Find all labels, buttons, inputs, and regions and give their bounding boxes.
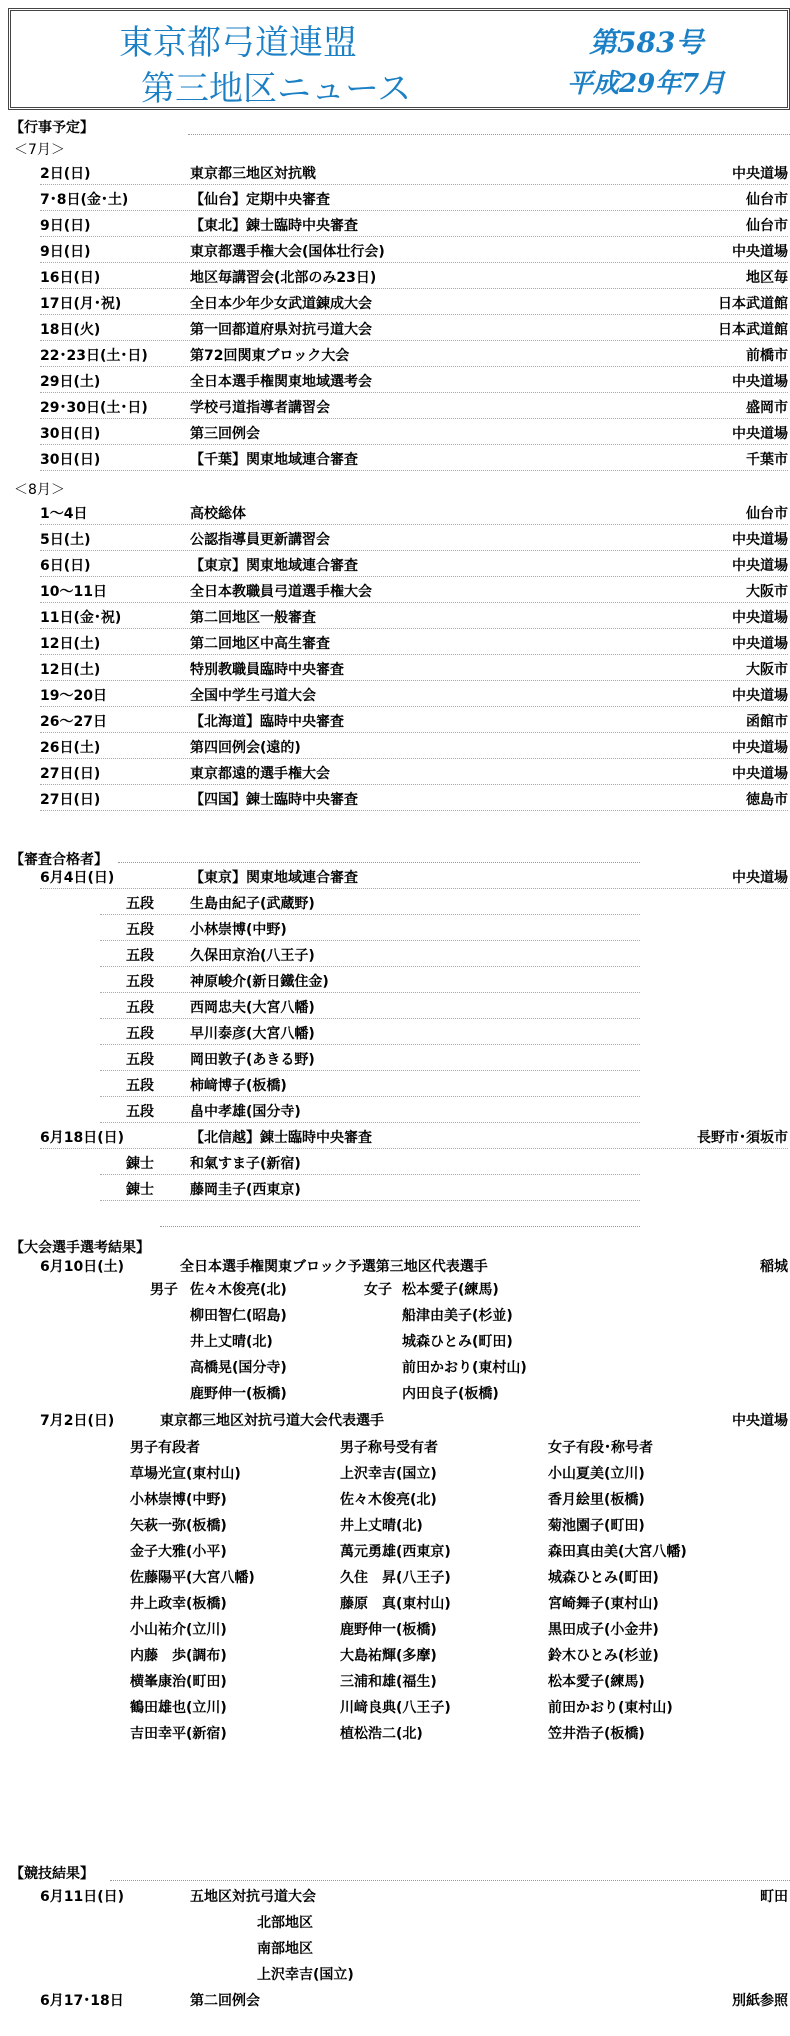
block-date: 6月10日(土) — [40, 1259, 125, 1275]
member-male-dan: 横峯康治(町田) — [130, 1674, 227, 1690]
member-male-dan: 内藤 歩(調布) — [130, 1648, 227, 1664]
event-date: 2日(日) — [40, 166, 91, 182]
event-date: 29･30日(土･日) — [40, 400, 148, 416]
event-place: 中央道場 — [732, 740, 788, 756]
result-value: 上沢幸吉(国立) — [257, 1967, 354, 1983]
event-place: 大阪市 — [746, 662, 788, 678]
exam-group-row — [40, 863, 788, 889]
event-name: 全日本教職員弓道選手権大会 — [190, 584, 372, 600]
passer-name: 藤岡圭子(西東京) — [190, 1182, 301, 1198]
event-name: 学校弓道指導者講習会 — [190, 400, 330, 416]
result-value: 南部地区 — [257, 1941, 313, 1957]
event-place: 日本武道館 — [718, 296, 788, 312]
event-name: 第四回例会(遠的) — [190, 740, 301, 756]
competition-event: 第二回例会 — [190, 1993, 260, 2009]
team-place: 中央道場 — [732, 1413, 788, 1429]
member-male-title: 鹿野伸一(板橋) — [340, 1622, 437, 1638]
passer-name: 神原峻介(新日鐵住金) — [190, 974, 329, 990]
member-female: 香月絵里(板橋) — [548, 1492, 645, 1508]
event-place: 地区毎 — [746, 270, 788, 286]
event-place: 中央道場 — [732, 374, 788, 390]
passer-rank: 五段 — [126, 1078, 154, 1094]
schedule-row — [40, 315, 788, 341]
schedule-row — [40, 629, 788, 655]
passer-name: 畠中孝雄(国分寺) — [190, 1104, 301, 1120]
column-header: 女子有段･称号者 — [548, 1440, 653, 1456]
men-player: 井上丈晴(北) — [190, 1334, 273, 1350]
event-place: 盛岡市 — [746, 400, 788, 416]
event-date: 18日(火) — [40, 322, 101, 338]
schedule-row — [40, 785, 788, 811]
competition-place: 町田 — [760, 1889, 788, 1905]
event-place: 函館市 — [746, 714, 788, 730]
schedule-row — [40, 289, 788, 315]
event-place: 中央道場 — [732, 426, 788, 442]
competition-date: 6月17･18日 — [40, 1993, 124, 2009]
event-place: 中央道場 — [732, 166, 788, 182]
event-name: 公認指導員更新講習会 — [190, 532, 330, 548]
member-male-title: 大島祐輝(多摩) — [340, 1648, 437, 1664]
event-place: 中央道場 — [732, 610, 788, 626]
event-place: 中央道場 — [732, 558, 788, 574]
event-name: 【四国】錬士臨時中央審査 — [190, 792, 358, 808]
schedule-row — [40, 393, 788, 419]
event-date: 30日(日) — [40, 426, 101, 442]
competition-date: 6月11日(日) — [40, 1889, 125, 1905]
schedule-row — [40, 341, 788, 367]
competition-event: 五地区対抗弓道大会 — [190, 1889, 316, 1905]
header-issue-number: 第583号 — [589, 26, 704, 59]
event-date: 19～20日 — [40, 688, 107, 704]
schedule-row — [40, 211, 788, 237]
event-place: 仙台市 — [746, 192, 788, 208]
passer-rank: 五段 — [126, 1000, 154, 1016]
exam-date: 6月4日(日) — [40, 870, 115, 886]
passer-rank: 五段 — [126, 922, 154, 938]
event-name: 第二回地区一般審査 — [190, 610, 316, 626]
newsletter-header — [8, 8, 790, 110]
member-male-dan: 小林崇博(中野) — [130, 1492, 227, 1508]
header-title-line2: 第三地区ニュース — [141, 69, 412, 109]
passer-name: 柿﨑博子(板橋) — [190, 1078, 287, 1094]
event-date: 17日(月･祝) — [40, 296, 122, 312]
event-name: 特別教職員臨時中央審査 — [190, 662, 344, 678]
member-male-title: 上沢幸吉(国立) — [340, 1466, 437, 1482]
schedule-section-title: 【行事予定】 — [10, 120, 94, 136]
event-date: 26～27日 — [40, 714, 107, 730]
event-name: 第一回都道府県対抗弓道大会 — [190, 322, 372, 338]
exam-group-row — [40, 1123, 788, 1149]
event-name: 全国中学生弓道大会 — [190, 688, 316, 704]
schedule-row — [40, 603, 788, 629]
event-date: 5日(土) — [40, 532, 91, 548]
member-female: 森田真由美(大宮八幡) — [548, 1544, 687, 1560]
passer-row — [100, 941, 640, 967]
event-place: 仙台市 — [746, 506, 788, 522]
event-name: 全日本少年少女武道錬成大会 — [190, 296, 372, 312]
event-name: 全日本選手権関東地域選考会 — [190, 374, 372, 390]
passer-row — [100, 993, 640, 1019]
event-date: 11日(金･祝) — [40, 610, 122, 626]
exam-section-title: 【審査合格者】 — [10, 852, 108, 868]
competition-section-title: 【競技結果】 — [10, 1866, 94, 1882]
passer-name: 生島由紀子(武蔵野) — [190, 896, 315, 912]
passer-row — [100, 1149, 640, 1175]
schedule-row — [40, 263, 788, 289]
member-female: 城森ひとみ(町田) — [548, 1570, 659, 1586]
member-male-dan: 井上政幸(板橋) — [130, 1596, 227, 1612]
member-female: 鈴木ひとみ(杉並) — [548, 1648, 659, 1664]
event-name: 第二回地区中高生審査 — [190, 636, 330, 652]
event-date: 10～11日 — [40, 584, 107, 600]
event-place: 中央道場 — [732, 688, 788, 704]
men-player: 鹿野伸一(板橋) — [190, 1386, 287, 1402]
passer-rank: 五段 — [126, 948, 154, 964]
team-date: 7月2日(日) — [40, 1413, 115, 1429]
member-female: 松本愛子(練馬) — [548, 1674, 645, 1690]
member-female: 笠井浩子(板橋) — [548, 1726, 645, 1742]
member-male-dan: 佐藤陽平(大宮八幡) — [130, 1570, 255, 1586]
member-male-title: 佐々木俊亮(北) — [340, 1492, 437, 1508]
exam-place: 中央道場 — [732, 870, 788, 886]
event-name: 【仙台】定期中央審査 — [190, 192, 330, 208]
schedule-row — [40, 159, 788, 185]
passer-name: 和氣すま子(新宿) — [190, 1156, 301, 1172]
column-header: 男子有段者 — [130, 1440, 200, 1456]
member-male-title: 萬元勇雄(西東京) — [340, 1544, 451, 1560]
column-header: 男子称号受有者 — [340, 1440, 438, 1456]
member-male-title: 井上丈晴(北) — [340, 1518, 423, 1534]
exam-event: 【東京】関東地域連合審査 — [190, 870, 358, 886]
competition-row — [40, 1986, 788, 2012]
schedule-row — [40, 237, 788, 263]
schedule-row — [40, 367, 788, 393]
event-date: 22･23日(土･日) — [40, 348, 148, 364]
schedule-row — [40, 655, 788, 681]
team-header-row — [40, 1406, 788, 1432]
schedule-row — [40, 445, 788, 471]
event-place: 千葉市 — [746, 452, 788, 468]
passer-row — [100, 889, 640, 915]
event-name: 【北海道】臨時中央審査 — [190, 714, 344, 730]
member-male-dan: 金子大雅(小平) — [130, 1544, 227, 1560]
header-issue-date: 平成29年7月 — [567, 69, 726, 99]
passer-rank: 五段 — [126, 896, 154, 912]
event-place: 中央道場 — [732, 636, 788, 652]
event-place: 大阪市 — [746, 584, 788, 600]
event-name: 地区毎講習会(北部のみ23日) — [190, 270, 377, 286]
schedule-row — [40, 733, 788, 759]
schedule-row — [40, 525, 788, 551]
event-name: 第三回例会 — [190, 426, 260, 442]
event-date: 30日(日) — [40, 452, 101, 468]
event-date: 12日(土) — [40, 662, 101, 678]
member-male-title: 三浦和雄(福生) — [340, 1674, 437, 1690]
schedule-row — [40, 759, 788, 785]
passer-row — [100, 967, 640, 993]
member-male-dan: 吉田幸平(新宿) — [130, 1726, 227, 1742]
women-player: 松本愛子(練馬) — [402, 1282, 499, 1298]
result-value: 北部地区 — [257, 1915, 313, 1931]
july-label: ＜7月＞ — [14, 142, 65, 158]
passer-rank: 五段 — [126, 974, 154, 990]
schedule-row — [40, 499, 788, 525]
event-place: 中央道場 — [732, 532, 788, 548]
event-name: 東京都三地区対抗戦 — [190, 166, 316, 182]
member-male-title: 藤原 真(東村山) — [340, 1596, 451, 1612]
event-date: 16日(日) — [40, 270, 101, 286]
women-label: 女子 — [364, 1282, 392, 1298]
passer-row — [100, 915, 640, 941]
event-date: 29日(土) — [40, 374, 101, 390]
block-header-row — [40, 1252, 788, 1278]
women-player: 内田良子(板橋) — [402, 1386, 499, 1402]
event-date: 7･8日(金･土) — [40, 192, 129, 208]
women-player: 前田かおり(東村山) — [402, 1360, 527, 1376]
block-event: 全日本選手権関東ブロック予選第三地区代表選手 — [180, 1259, 488, 1275]
event-date: 12日(土) — [40, 636, 101, 652]
passer-row — [100, 1045, 640, 1071]
member-female: 前田かおり(東村山) — [548, 1700, 673, 1716]
exam-place: 長野市･須坂市 — [697, 1130, 788, 1146]
passer-row — [100, 1097, 640, 1123]
passer-rank: 五段 — [126, 1026, 154, 1042]
block-place: 稲城 — [760, 1259, 788, 1275]
member-male-dan: 草場光宣(東村山) — [130, 1466, 241, 1482]
event-name: 高校総体 — [190, 506, 246, 522]
member-male-dan: 矢萩一弥(板橋) — [130, 1518, 227, 1534]
schedule-row — [40, 419, 788, 445]
member-male-title: 久住 昇(八王子) — [340, 1570, 451, 1586]
men-player: 柳田智仁(昭島) — [190, 1308, 287, 1324]
schedule-row — [40, 577, 788, 603]
passer-rank: 五段 — [126, 1104, 154, 1120]
event-place: 日本武道館 — [718, 322, 788, 338]
event-date: 1～4日 — [40, 506, 88, 522]
passer-rank: 五段 — [126, 1052, 154, 1068]
event-date: 9日(日) — [40, 244, 91, 260]
member-male-title: 川﨑良典(八王子) — [340, 1700, 451, 1716]
men-label: 男子 — [150, 1282, 178, 1298]
member-male-dan: 小山祐介(立川) — [130, 1622, 227, 1638]
header-title-line1: 東京都弓道連盟 — [119, 23, 357, 63]
member-female: 菊池園子(町田) — [548, 1518, 645, 1534]
event-name: 【東京】関東地域連合審査 — [190, 558, 358, 574]
august-label: ＜8月＞ — [14, 482, 65, 498]
event-name: 東京都選手権大会(国体壮行会) — [190, 244, 385, 260]
event-date: 9日(日) — [40, 218, 91, 234]
member-female: 宮崎舞子(東村山) — [548, 1596, 659, 1612]
event-date: 27日(日) — [40, 792, 101, 808]
event-date: 26日(土) — [40, 740, 101, 756]
passer-name: 岡田敦子(あきる野) — [190, 1052, 315, 1068]
event-name: 【東北】錬士臨時中央審査 — [190, 218, 358, 234]
event-name: 第72回関東ブロック大会 — [190, 348, 350, 364]
event-name: 【千葉】関東地域連合審査 — [190, 452, 358, 468]
event-place: 中央道場 — [732, 766, 788, 782]
schedule-row — [40, 681, 788, 707]
event-place: 前橋市 — [746, 348, 788, 364]
schedule-row — [40, 707, 788, 733]
schedule-row — [40, 185, 788, 211]
member-male-title: 植松浩二(北) — [340, 1726, 423, 1742]
passer-name: 西岡忠夫(大宮八幡) — [190, 1000, 315, 1016]
passer-rank: 錬士 — [126, 1182, 154, 1198]
selection-section-title: 【大会選手選考結果】 — [10, 1240, 150, 1256]
event-place: 徳島市 — [746, 792, 788, 808]
exam-event: 【北信越】錬士臨時中央審査 — [190, 1130, 372, 1146]
schedule-row — [40, 551, 788, 577]
event-date: 6日(日) — [40, 558, 91, 574]
passer-rank: 錬士 — [126, 1156, 154, 1172]
passer-row — [100, 1019, 640, 1045]
passer-row — [100, 1175, 640, 1201]
men-player: 高橋晃(国分寺) — [190, 1360, 287, 1376]
competition-place: 別紙参照 — [732, 1993, 788, 2009]
men-player: 佐々木俊亮(北) — [190, 1282, 287, 1298]
passer-row — [100, 1071, 640, 1097]
passer-name: 久保田京治(八王子) — [190, 948, 315, 964]
women-player: 船津由美子(杉並) — [402, 1308, 513, 1324]
member-female: 小山夏美(立川) — [548, 1466, 645, 1482]
member-female: 黒田成子(小金井) — [548, 1622, 659, 1638]
event-place: 中央道場 — [732, 244, 788, 260]
event-name: 東京都遠的選手権大会 — [190, 766, 330, 782]
passer-name: 小林崇博(中野) — [190, 922, 287, 938]
event-place: 仙台市 — [746, 218, 788, 234]
event-date: 27日(日) — [40, 766, 101, 782]
competition-row — [40, 1882, 788, 1908]
schedule-title-rule — [188, 134, 790, 135]
competition-title-rule — [110, 1880, 790, 1881]
exam-date: 6月18日(日) — [40, 1130, 125, 1146]
selection-title-rule — [160, 1226, 640, 1227]
member-male-dan: 鶴田雄也(立川) — [130, 1700, 227, 1716]
women-player: 城森ひとみ(町田) — [402, 1334, 513, 1350]
team-event: 東京都三地区対抗弓道大会代表選手 — [160, 1413, 384, 1429]
passer-name: 早川泰彦(大宮八幡) — [190, 1026, 315, 1042]
